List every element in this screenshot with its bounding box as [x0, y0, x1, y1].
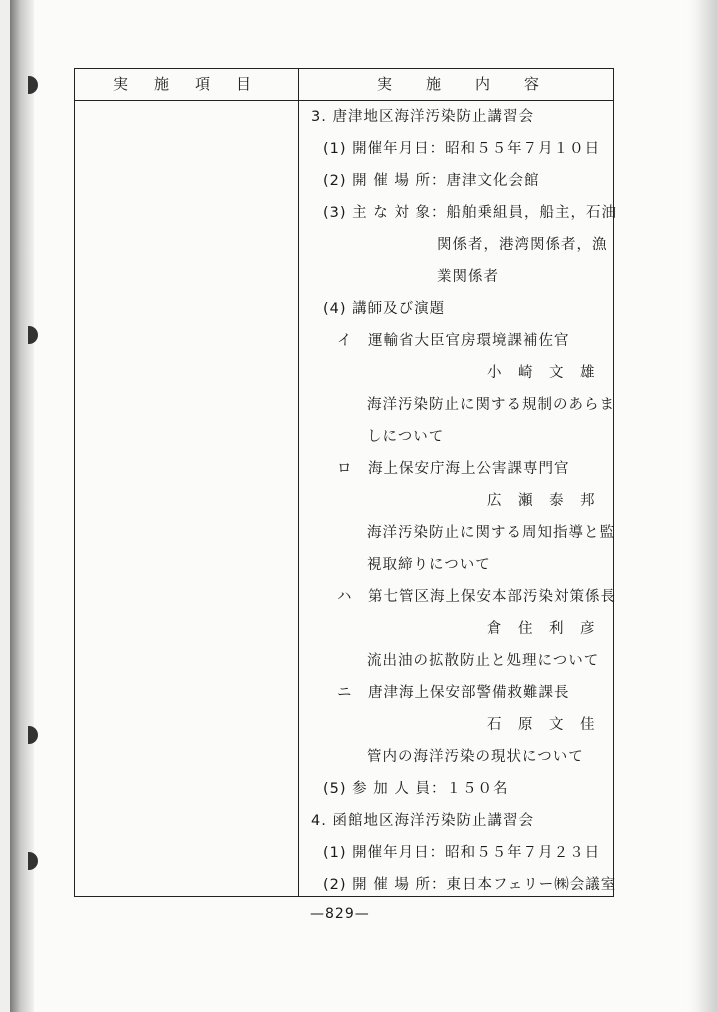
implementation-table [74, 68, 617, 897]
header-implementation-item: 実施項目 [112, 75, 277, 93]
lecture-title: 海洋汚染防止に関する規制のあらま [367, 397, 615, 413]
lecture-title: しについて [367, 429, 445, 445]
section-heading: 3. 唐津地区海洋汚染防止講習会 [311, 109, 534, 125]
content-line: ロ 海上保安庁海上公害課専門官 [337, 461, 570, 477]
scan-edge-shadow [687, 0, 717, 1012]
content-line: (1) 開催年月日：昭和５５年７月２３日 [323, 845, 601, 861]
binding-hole-mark [28, 76, 38, 94]
binding-hole-mark [28, 326, 38, 344]
column-divider [298, 69, 299, 896]
content-line: (1) 開催年月日：昭和５５年７月１０日 [323, 141, 601, 157]
speaker-name: 倉 住 利 彦 [487, 621, 596, 637]
content-line: (5) 参 加 人 員：１５０名 [323, 781, 509, 797]
content-line: ニ 唐津海上保安部警備救難課長 [337, 685, 570, 701]
content-line: イ 運輸省大臣官房環境課補佐官 [337, 333, 570, 349]
speaker-name: 石 原 文 佳 [487, 717, 596, 733]
speaker-name: 小 崎 文 雄 [487, 365, 596, 381]
speaker-name: 広 瀬 泰 邦 [487, 493, 596, 509]
document-page [10, 0, 717, 1012]
lecture-title: 管内の海洋汚染の現状について [367, 749, 584, 765]
content-line: ハ 第七管区海上保安本部汚染対策係長 [337, 589, 616, 605]
lecture-title: 視取締りについて [367, 557, 491, 573]
content-line: (2) 開 催 場 所：唐津文化会館 [323, 173, 540, 189]
page-number: —829— [310, 906, 370, 922]
binding-hole-mark [28, 726, 38, 744]
header-implementation-content: 実施内容 [376, 75, 573, 93]
table-header-row [75, 69, 613, 101]
lecture-title: 流出油の拡散防止と処理について [367, 653, 600, 669]
content-line: (2) 開 催 場 所：東日本フェリー㈱会議室 [323, 877, 617, 893]
section-heading: 4. 函館地区海洋汚染防止講習会 [311, 813, 534, 829]
content-line: (4) 講師及び演題 [323, 301, 446, 317]
content-line: 業関係者 [437, 269, 499, 285]
content-line: (3) 主 な 対 象：船舶乗組員，船主，石油 [323, 205, 617, 221]
content-line: 関係者，港湾関係者，漁 [437, 237, 608, 253]
lecture-title: 海洋汚染防止に関する周知指導と監 [367, 525, 615, 541]
binding-hole-mark [28, 852, 38, 870]
